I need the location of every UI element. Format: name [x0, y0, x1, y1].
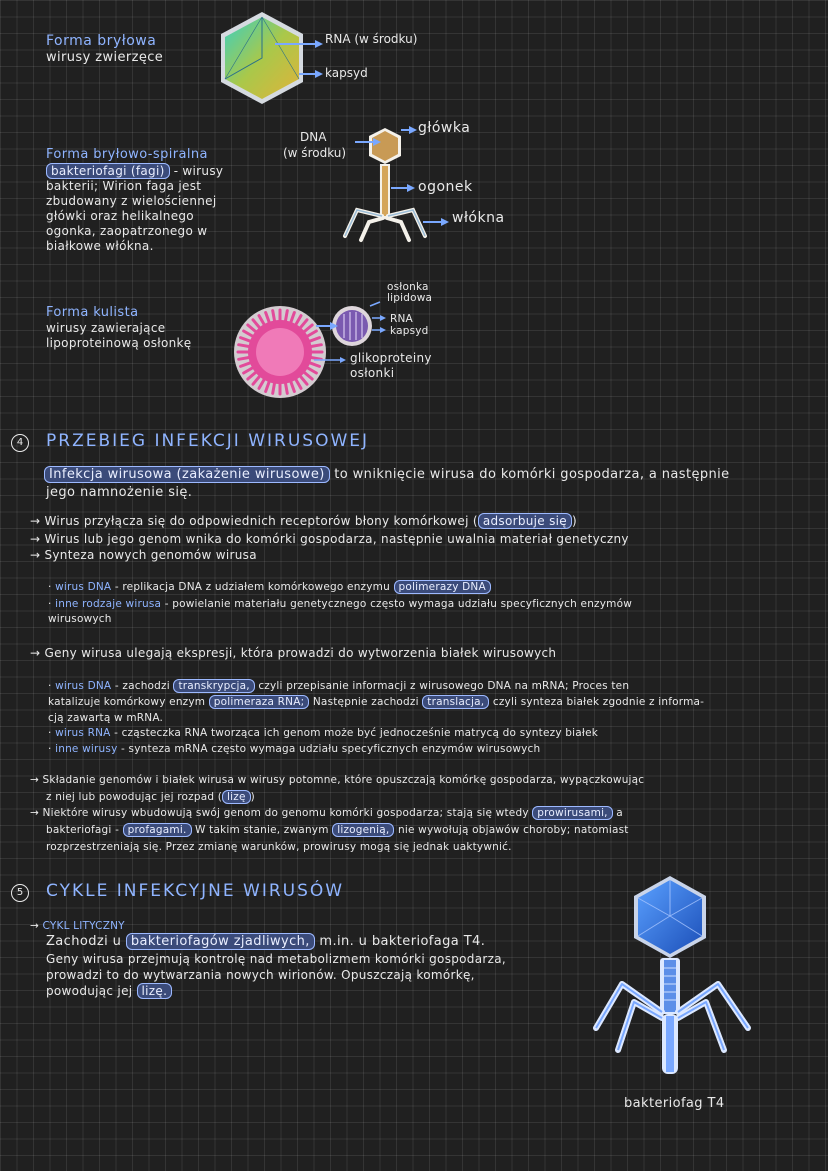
- cycle-lytic-line3: prowadzi to do wytwarzania nowych wirionów. Opuszczają komórkę,: [46, 968, 475, 982]
- form-spiralna-line4: główki oraz helikalnego: [46, 209, 194, 223]
- highlight-bakteriofagi: bakteriofagi (fagi): [46, 163, 170, 179]
- section-4-title: PRZEBIEG INFEKCJI WIRUSOWEJ: [46, 431, 370, 451]
- label-glikoproteiny: glikoproteiny osłonki: [350, 351, 432, 380]
- form-kulista: [46, 305, 192, 351]
- sub-item-other-virus-line2: wirusowych: [48, 613, 112, 625]
- label-oslonka-lipidowa: osłonka lipidowa: [387, 281, 433, 304]
- list-item-provirus-line3: rozprzestrzeniają się. Przez zmianę warunków, prowirusy mogą się jednak uaktywnić.: [46, 841, 512, 853]
- cycle-lytic-heading: → CYKL LITYCZNY: [30, 920, 125, 932]
- label-glowka: główka: [418, 120, 471, 136]
- label-wlokna: włókna: [452, 210, 505, 226]
- list-item-provirus: → Niektóre wirusy wbudowują swój genom do genomu komórki gospodarza; stają się wtedy prowirusami, a: [30, 807, 623, 819]
- label-rna-center: RNA (w środku): [325, 32, 418, 46]
- expr-dna-line1: · wirus DNA - zachodzi transkrypcja, czyli przepisanie informacji z wirusowego DNA na mRNA; Proces ten: [48, 680, 630, 692]
- form-kulista-title: Forma kulista: [46, 305, 139, 320]
- label-ogonek: ogonek: [418, 179, 473, 195]
- form-brylowa-title: Forma bryłowa: [46, 33, 157, 49]
- label-kapsyd-kulista: kapsyd: [390, 325, 429, 337]
- form-spiralna-line5: ogonka, zaopatrzonego w: [46, 224, 208, 238]
- list-item-adsorption: → Wirus przyłącza się do odpowiednich receptorów błony komórkowej ( adsorbuje się ): [30, 514, 577, 528]
- list-item-provirus-line2: bakteriofagi - profagami. W takim stanie, zwanym lizogenią, nie wywołują objawów choroby; natomiast: [46, 824, 629, 836]
- section-4-number: 4: [11, 434, 29, 452]
- form-spiralna-line2: bakterii; Wirion faga jest: [46, 179, 202, 193]
- cycle-lytic-line2: Geny wirusa przejmują kontrolę nad metabolizmem komórki gospodarza,: [46, 952, 506, 966]
- icosahedral-virus-illustration: [215, 8, 325, 108]
- label-dna-center: (w środku): [283, 146, 347, 160]
- bacteriophage-t4-illustration: [588, 872, 758, 1088]
- label-dna: DNA: [300, 130, 327, 144]
- form-brylowa: [46, 33, 163, 66]
- form-spiralna-title: Forma bryłowo-spiralna: [46, 147, 208, 162]
- form-spiralna-line3: zbudowany z wielościennej: [46, 194, 217, 208]
- sub-item-other-virus: · inne rodzaje wirusa - powielanie materiału genetycznego często wymaga udziału specyficznych enzymów: [48, 598, 633, 610]
- expr-dna-line3: cją zawartą w mRNA.: [48, 712, 164, 724]
- form-kulista-desc2: lipoproteinową osłonkę: [46, 336, 192, 350]
- sub-item-dna-virus: · wirus DNA - replikacja DNA z udziałem komórkowego enzymu polimerazy DNA: [48, 580, 491, 594]
- form-spiralna: [46, 147, 223, 254]
- section-5-title: CYKLE INFEKCYJNE WIRUSÓW: [46, 881, 345, 901]
- form-spiralna-line1: bakteriofagi (fagi) - wirusy: [46, 164, 223, 179]
- label-kapsyd: kapsyd: [325, 66, 368, 80]
- form-brylowa-desc: wirusy zwierzęce: [46, 50, 164, 65]
- list-item-assembly: → Składanie genomów i białek wirusa w wirusy potomne, które opuszczają komórkę gospodarza, wypączkowując: [30, 774, 645, 786]
- label-rna: RNA: [390, 313, 413, 325]
- expr-dna-line2: katalizuje komórkowy enzym polimeraza RNA; Następnie zachodzi translacja, czyli synteza białek zgodnie z informa-: [48, 696, 705, 708]
- section-5-number: 5: [11, 884, 29, 902]
- section-4-intro: Infekcja wirusowa (zakażenie wirusowe) to wniknięcie wirusa do komórki gospodarza, a następnie: [44, 467, 730, 483]
- cycle-lytic-line4: powodując jej lizę.: [46, 984, 172, 999]
- expr-other: · inne wirusy - synteza mRNA często wymaga udziału specyficznych enzymów wirusowych: [48, 743, 541, 755]
- list-item-penetration: → Wirus lub jego genom wnika do komórki gospodarza, następnie uwalnia materiał genetyczny: [30, 532, 629, 546]
- list-item-expression: → Geny wirusa ulegają ekspresji, która prowadzi do wytworzenia białek wirusowych: [30, 646, 557, 660]
- list-item-assembly-line2: z niej lub powodując jej rozpad ( lizę ): [46, 791, 255, 803]
- cycle-lytic-line1: Zachodzi u bakteriofagów zjadliwych, m.in. u bakteriofaga T4.: [46, 934, 486, 949]
- list-item-synthesis: → Synteza nowych genomów wirusa: [30, 548, 257, 562]
- expr-rna: · wirus RNA - cząsteczka RNA tworząca ich genom może być jednocześnie matrycą do syntezy białek: [48, 727, 599, 739]
- caption-bakteriofag-t4: bakteriofag T4: [624, 1096, 725, 1111]
- form-spiralna-line6: białkowe włókna.: [46, 239, 154, 253]
- section-4-intro-line2: jego namnożenie się.: [46, 485, 193, 500]
- form-kulista-desc1: wirusy zawierające: [46, 321, 166, 335]
